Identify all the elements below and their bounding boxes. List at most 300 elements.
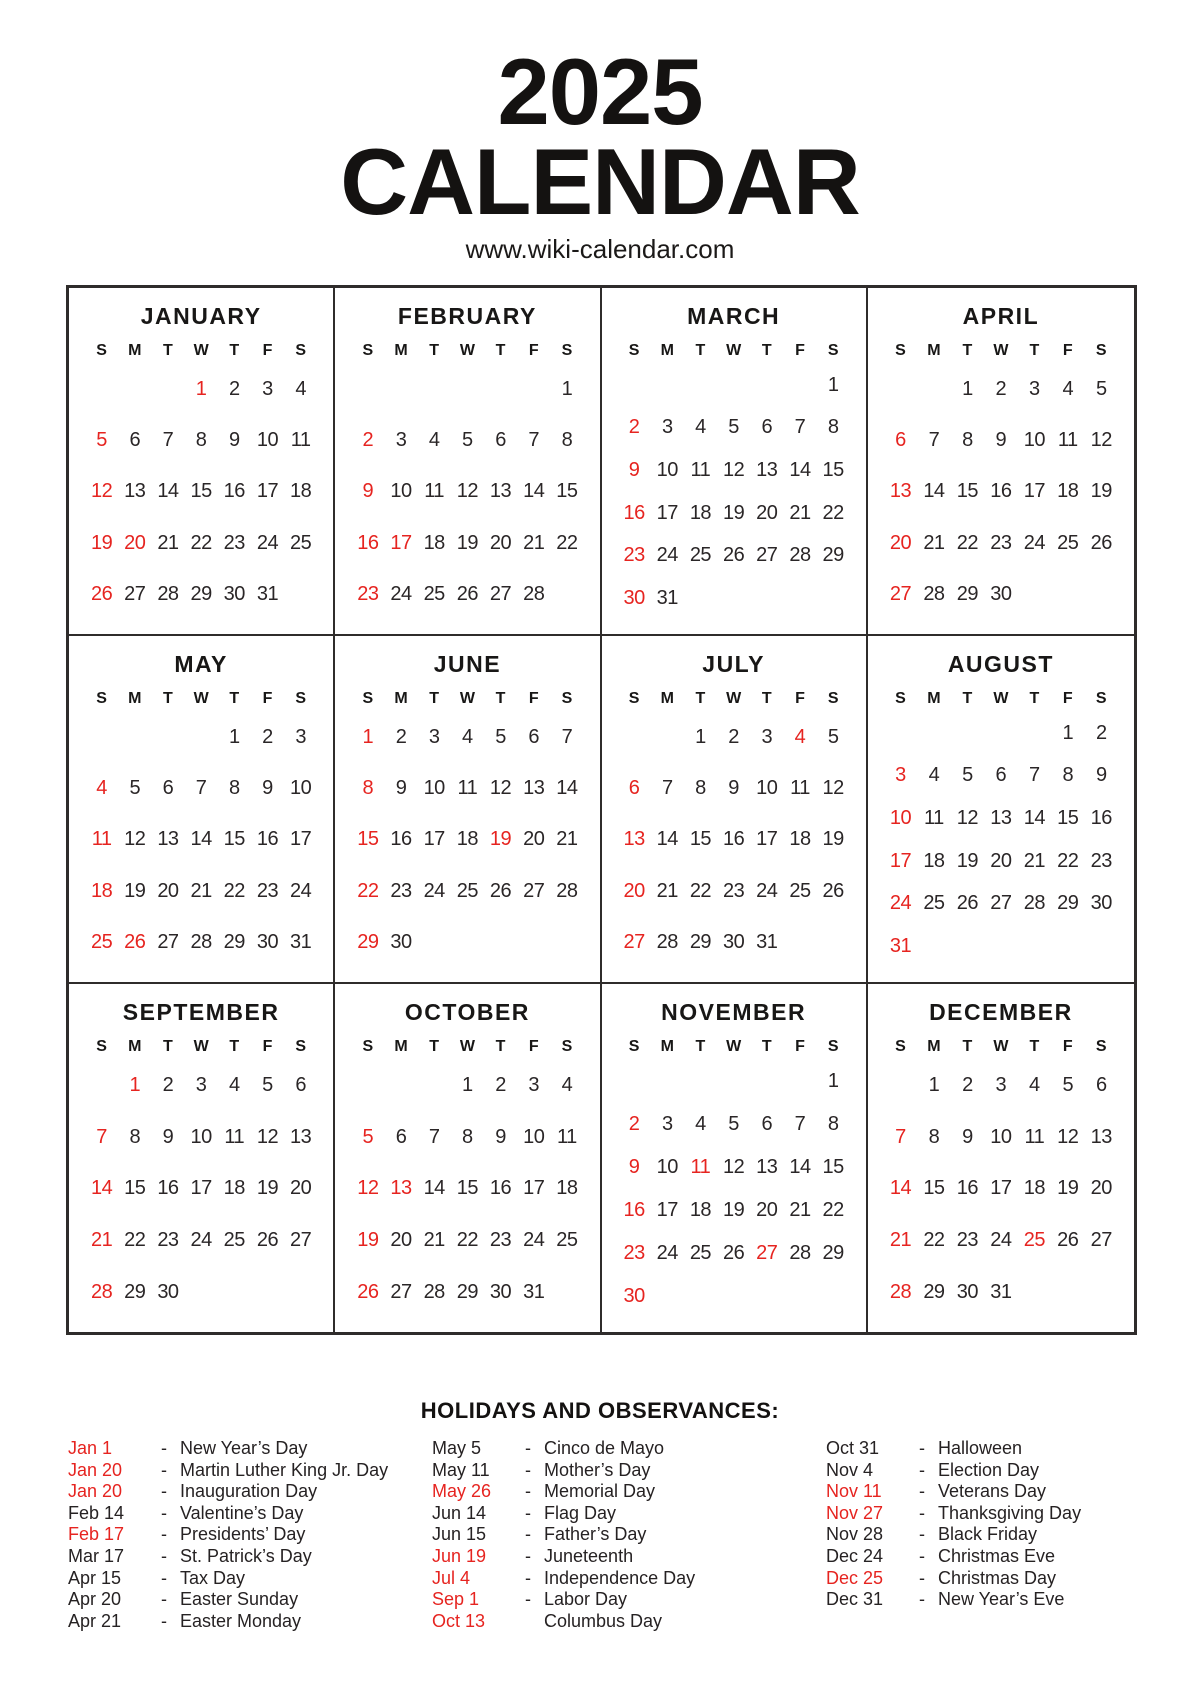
day-cell: 19 [822, 828, 844, 851]
holiday-name: Independence Day [544, 1567, 696, 1588]
day-cell: 11 [690, 459, 711, 482]
day-cell: 13 [1090, 1125, 1112, 1148]
weekday-label: S [827, 690, 839, 707]
day-cell: 30 [1090, 892, 1112, 915]
weekday-label: S [362, 690, 374, 707]
holiday-date: Jan 1 [68, 1438, 113, 1458]
day-cell: 7 [428, 1125, 440, 1148]
day-cell: 2 [262, 726, 273, 749]
month-days [618, 364, 850, 620]
day-cell: 21 [656, 879, 678, 902]
holiday-row [826, 1568, 1200, 1590]
weekday-label: T [761, 690, 772, 707]
day-cell: 22 [223, 879, 245, 902]
day-cell: 12 [124, 828, 146, 851]
weekday-label: W [459, 342, 475, 359]
holiday-name: Veterans Day [938, 1481, 1047, 1502]
holidays-columns [0, 1438, 1200, 1632]
day-cell: 11 [690, 1156, 711, 1178]
day-cell: 24 [523, 1229, 545, 1252]
day-cell: 18 [456, 828, 478, 851]
day-cell: 4 [794, 726, 806, 749]
weekday-label: M [394, 690, 408, 707]
holiday-name: Christmas Day [938, 1567, 1057, 1588]
weekday-label: F [528, 1038, 539, 1055]
weekday-label: W [726, 1038, 742, 1055]
day-cell: 29 [923, 1280, 945, 1303]
day-cell: 26 [124, 930, 146, 953]
day-cell: 20 [523, 828, 545, 851]
month-days [884, 1060, 1118, 1318]
day-cell: 31 [756, 930, 778, 953]
day-cell: 30 [623, 587, 645, 610]
day-cell: 23 [990, 531, 1012, 554]
day-cell: 21 [90, 1229, 113, 1252]
holiday-separator: - [525, 1567, 531, 1588]
day-cell: 26 [90, 582, 113, 605]
day-cell: 28 [523, 582, 545, 605]
day-cell: 3 [395, 429, 407, 452]
holiday-row [826, 1503, 1200, 1525]
holiday-row [68, 1460, 432, 1482]
holiday-name: Tax Day [180, 1567, 246, 1588]
day-cell: 15 [1057, 807, 1079, 830]
holiday-name: Easter Monday [180, 1610, 302, 1631]
day-cell: 11 [790, 777, 810, 800]
day-cell: 26 [1090, 531, 1112, 554]
holiday-name: Easter Sunday [180, 1589, 299, 1610]
weekday-label: T [429, 342, 440, 359]
weekday-header-row [618, 342, 850, 360]
weekday-label: F [528, 342, 539, 359]
day-cell: 29 [689, 930, 712, 953]
day-cell: 26 [357, 1280, 379, 1303]
day-cell: 22 [689, 879, 712, 902]
day-cell: 31 [889, 935, 912, 958]
day-cell: 11 [1057, 429, 1078, 452]
day-cell: 15 [456, 1177, 478, 1200]
day-cell: 19 [256, 1177, 279, 1200]
day-cell: 8 [827, 1113, 839, 1135]
weekday-label: M [927, 690, 941, 707]
day-cell: 26 [956, 892, 979, 915]
day-cell: 27 [623, 930, 645, 953]
day-cell: 19 [956, 849, 979, 872]
day-cell: 7 [794, 416, 806, 439]
month-days [351, 364, 583, 620]
day-cell: 26 [822, 879, 844, 902]
day-cell: 16 [956, 1177, 979, 1200]
day-cell: 14 [523, 480, 545, 503]
day-cell: 14 [789, 459, 811, 482]
day-cell: 21 [889, 1229, 912, 1252]
month-days [351, 712, 583, 968]
weekday-label: T [1029, 1038, 1040, 1055]
weekday-label: M [660, 690, 674, 707]
month-march [602, 288, 868, 636]
holiday-date: Nov 4 [826, 1459, 874, 1480]
day-cell: 5 [827, 726, 839, 749]
weekday-label: F [795, 690, 805, 707]
day-cell: 6 [895, 429, 906, 452]
day-cell: 5 [1095, 378, 1107, 401]
holiday-name: Christmas Eve [938, 1545, 1056, 1566]
weekday-label: F [262, 342, 273, 359]
day-cell: 27 [756, 1242, 778, 1264]
day-cell: 3 [195, 1074, 207, 1097]
weekday-label: S [628, 1038, 640, 1055]
holiday-date: Feb 17 [68, 1524, 125, 1545]
day-cell: 1 [195, 378, 207, 401]
day-cell: 14 [1023, 807, 1045, 830]
holiday-separator: - [919, 1438, 925, 1458]
day-cell: 25 [923, 892, 945, 915]
day-cell: 19 [90, 531, 113, 554]
day-cell: 6 [761, 1113, 773, 1135]
month-title: APRIL [962, 303, 1040, 329]
day-cell: 28 [923, 582, 945, 605]
day-cell: 25 [1023, 1229, 1045, 1252]
weekday-label: S [1095, 342, 1107, 359]
day-cell: 19 [124, 879, 146, 902]
day-cell: 27 [489, 582, 512, 605]
day-cell: 16 [157, 1177, 179, 1200]
weekday-label: F [795, 1038, 805, 1055]
weekday-label: F [795, 342, 805, 359]
day-cell: 15 [190, 480, 212, 503]
weekday-label: S [895, 690, 906, 707]
weekday-label: T [695, 1038, 706, 1055]
day-cell: 14 [423, 1177, 445, 1200]
weekday-label: T [962, 690, 973, 707]
month-days [85, 712, 317, 968]
weekday-label: T [962, 1038, 973, 1055]
weekday-label: T [163, 690, 173, 707]
holiday-separator: - [161, 1524, 167, 1545]
weekday-header-row [884, 690, 1118, 708]
month-days [884, 712, 1118, 968]
day-cell: 13 [489, 480, 512, 503]
day-cell: 11 [1024, 1125, 1045, 1148]
holidays-column-2 [432, 1438, 826, 1632]
day-cell: 17 [190, 1177, 212, 1200]
weekday-label: S [295, 690, 306, 707]
day-cell: 24 [889, 892, 912, 915]
day-cell: 27 [990, 892, 1012, 915]
holiday-name: Columbus Day [544, 1610, 663, 1631]
day-cell: 1 [561, 378, 573, 401]
weekday-label: T [495, 342, 506, 359]
day-cell: 28 [789, 1242, 811, 1264]
day-cell: 31 [990, 1280, 1012, 1303]
day-cell: 23 [390, 879, 412, 902]
weekday-label: M [394, 1038, 408, 1055]
day-cell: 6 [628, 777, 640, 800]
day-cell: 10 [656, 1156, 678, 1178]
holiday-row [432, 1568, 826, 1590]
day-cell: 20 [623, 879, 645, 902]
month-title: JANUARY [140, 303, 262, 329]
holiday-row [432, 1503, 826, 1525]
day-cell: 23 [1090, 849, 1112, 872]
day-cell: 26 [722, 544, 745, 567]
holiday-separator: - [161, 1502, 167, 1523]
weekday-label: S [895, 342, 906, 359]
day-cell: 9 [395, 777, 407, 800]
month-days [618, 712, 850, 968]
day-cell: 9 [1095, 764, 1107, 787]
day-cell: 7 [195, 777, 207, 800]
holiday-date: Jul 4 [432, 1567, 471, 1588]
weekday-label: T [495, 1038, 506, 1055]
weekday-header-row [85, 342, 317, 360]
weekday-label: S [362, 1038, 374, 1055]
day-cell: 1 [228, 726, 240, 749]
month-days [85, 364, 317, 620]
weekday-label: S [96, 1038, 107, 1055]
weekday-label: T [1029, 342, 1040, 359]
holiday-name: Mother’s Day [544, 1459, 651, 1480]
day-cell: 9 [995, 429, 1007, 452]
day-cell: 23 [722, 879, 745, 902]
weekday-header-row [884, 342, 1118, 360]
day-cell: 12 [956, 807, 979, 830]
holiday-separator: - [161, 1459, 167, 1480]
day-cell: 21 [423, 1229, 445, 1252]
day-cell: 10 [990, 1125, 1012, 1148]
day-cell: 11 [424, 480, 445, 503]
header [0, 39, 1200, 265]
day-cell: 9 [162, 1125, 174, 1148]
day-cell: 18 [1057, 480, 1079, 503]
day-cell: 17 [656, 1199, 678, 1221]
day-cell: 9 [228, 429, 240, 452]
weekday-header-row [618, 1038, 850, 1056]
holidays-column-3 [826, 1438, 1200, 1611]
year-title: 2025 [497, 39, 703, 144]
day-cell: 3 [661, 416, 673, 439]
day-cell: 12 [822, 777, 844, 800]
day-cell: 27 [889, 582, 912, 605]
day-cell: 1 [827, 1070, 839, 1092]
holiday-name: St. Patrick’s Day [180, 1545, 312, 1566]
holiday-name: Election Day [938, 1459, 1040, 1480]
day-cell: 30 [623, 1285, 645, 1307]
month-title: MARCH [687, 303, 781, 329]
day-cell: 30 [990, 582, 1012, 605]
weekday-label: S [561, 1038, 573, 1055]
holiday-row [68, 1611, 432, 1633]
holiday-separator: - [919, 1524, 925, 1545]
day-cell: 29 [357, 930, 379, 953]
weekday-label: W [993, 342, 1009, 359]
day-cell: 15 [956, 480, 979, 503]
month-title: DECEMBER [929, 999, 1073, 1025]
day-cell: 4 [1029, 1074, 1040, 1097]
day-cell: 28 [889, 1280, 912, 1303]
weekday-label: T [761, 342, 772, 359]
holiday-name: Black Friday [938, 1524, 1038, 1545]
day-cell: 3 [761, 726, 773, 749]
holiday-separator: - [919, 1502, 925, 1523]
day-cell: 22 [956, 531, 979, 554]
weekday-label: S [628, 690, 640, 707]
day-cell: 30 [390, 930, 412, 953]
day-cell: 28 [556, 879, 578, 902]
weekday-label: S [295, 1038, 306, 1055]
month-june [335, 636, 601, 984]
month-october [335, 984, 601, 1332]
day-cell: 4 [695, 416, 706, 439]
day-cell: 25 [689, 1242, 712, 1264]
day-cell: 2 [728, 726, 739, 749]
weekday-label: T [163, 1038, 173, 1055]
day-cell: 25 [556, 1229, 578, 1252]
day-cell: 10 [256, 429, 279, 452]
day-cell: 24 [256, 531, 279, 554]
holiday-row [432, 1524, 826, 1546]
holiday-row [68, 1568, 432, 1590]
day-cell: 17 [656, 501, 678, 524]
day-cell: 17 [523, 1177, 545, 1200]
holiday-date: Mar 17 [68, 1545, 125, 1566]
day-cell: 15 [223, 828, 245, 851]
day-cell: 27 [1090, 1229, 1112, 1252]
website-url: www.wiki-calendar.com [465, 234, 735, 264]
month-title: FEBRUARY [397, 303, 537, 329]
day-cell: 2 [495, 1074, 506, 1097]
month-august [868, 636, 1134, 984]
day-cell: 14 [656, 828, 678, 851]
day-cell: 14 [889, 1177, 912, 1200]
day-cell: 23 [956, 1229, 979, 1252]
weekday-label: M [128, 342, 142, 359]
weekday-label: W [193, 342, 209, 359]
day-cell: 6 [162, 777, 174, 800]
day-cell: 6 [1095, 1074, 1107, 1097]
day-cell: 27 [290, 1229, 312, 1252]
holiday-name: Cinco de Mayo [544, 1438, 665, 1458]
day-cell: 6 [761, 416, 773, 439]
day-cell: 7 [661, 777, 673, 800]
day-cell: 12 [1057, 1125, 1079, 1148]
holiday-separator: - [525, 1589, 531, 1610]
day-cell: 23 [256, 879, 279, 902]
day-cell: 25 [423, 582, 445, 605]
day-cell: 19 [722, 1199, 745, 1221]
day-cell: 27 [390, 1280, 412, 1303]
day-cell: 30 [956, 1280, 979, 1303]
day-cell: 30 [489, 1280, 512, 1303]
day-cell: 2 [628, 1113, 640, 1135]
month-title: SEPTEMBER [122, 999, 280, 1025]
day-cell: 25 [1057, 531, 1079, 554]
weekday-header-row [351, 1038, 583, 1056]
weekday-label: F [262, 1038, 273, 1055]
day-cell: 24 [1023, 531, 1045, 554]
weekday-label: S [96, 342, 107, 359]
day-cell: 8 [228, 777, 240, 800]
weekday-label: W [459, 690, 475, 707]
weekday-label: S [827, 1038, 839, 1055]
day-cell: 15 [124, 1177, 146, 1200]
day-cell: 16 [390, 828, 412, 851]
day-cell: 21 [1023, 849, 1045, 872]
day-cell: 27 [157, 930, 179, 953]
day-cell: 15 [556, 480, 578, 503]
day-cell: 27 [756, 544, 778, 567]
day-cell: 25 [789, 879, 811, 902]
month-april [868, 288, 1134, 636]
day-cell: 3 [995, 1074, 1007, 1097]
holiday-row [432, 1589, 826, 1611]
weekday-label: W [993, 1038, 1009, 1055]
weekday-label: M [927, 342, 941, 359]
day-cell: 16 [1090, 807, 1112, 830]
day-cell: 28 [423, 1280, 445, 1303]
day-cell: 7 [928, 429, 940, 452]
month-title: NOVEMBER [661, 999, 807, 1025]
day-cell: 1 [695, 726, 706, 749]
day-cell: 18 [789, 828, 811, 851]
day-cell: 7 [162, 429, 174, 452]
day-cell: 25 [223, 1229, 245, 1252]
day-cell: 18 [223, 1177, 245, 1200]
day-cell: 5 [262, 1074, 273, 1097]
day-cell: 19 [489, 828, 512, 851]
holiday-date: Nov 27 [826, 1502, 884, 1523]
holiday-date: May 11 [432, 1459, 490, 1480]
day-cell: 12 [256, 1125, 279, 1148]
day-cell: 13 [889, 480, 912, 503]
month-title: JULY [702, 651, 765, 677]
weekday-header-row [351, 342, 583, 360]
holiday-date: Apr 15 [68, 1567, 122, 1588]
day-cell: 20 [290, 1177, 312, 1200]
day-cell: 18 [1023, 1177, 1045, 1200]
day-cell: 23 [357, 582, 379, 605]
day-cell: 29 [190, 582, 212, 605]
holiday-date: Apr 20 [68, 1589, 122, 1610]
holiday-date: Feb 14 [68, 1502, 125, 1523]
day-cell: 22 [556, 531, 578, 554]
day-cell: 6 [495, 429, 506, 452]
day-cell: 22 [357, 879, 379, 902]
holiday-separator: - [525, 1481, 531, 1502]
day-cell: 5 [129, 777, 141, 800]
day-cell: 16 [256, 828, 279, 851]
day-cell: 30 [223, 582, 245, 605]
holiday-separator: - [919, 1589, 925, 1610]
day-cell: 26 [456, 582, 478, 605]
day-cell: 9 [262, 777, 273, 800]
holiday-row [68, 1438, 432, 1460]
day-cell: 8 [129, 1125, 141, 1148]
holiday-row [432, 1546, 826, 1568]
day-cell: 11 [924, 807, 944, 830]
holiday-row [68, 1503, 432, 1525]
day-cell: 4 [462, 726, 473, 749]
holiday-row [826, 1546, 1200, 1568]
day-cell: 9 [962, 1125, 973, 1148]
day-cell: 10 [290, 777, 312, 800]
holidays-column-1 [68, 1438, 432, 1632]
holiday-row [68, 1524, 432, 1546]
day-cell: 30 [157, 1280, 179, 1303]
day-cell: 4 [561, 1074, 573, 1097]
weekday-label: W [459, 1038, 475, 1055]
day-cell: 6 [395, 1125, 407, 1148]
